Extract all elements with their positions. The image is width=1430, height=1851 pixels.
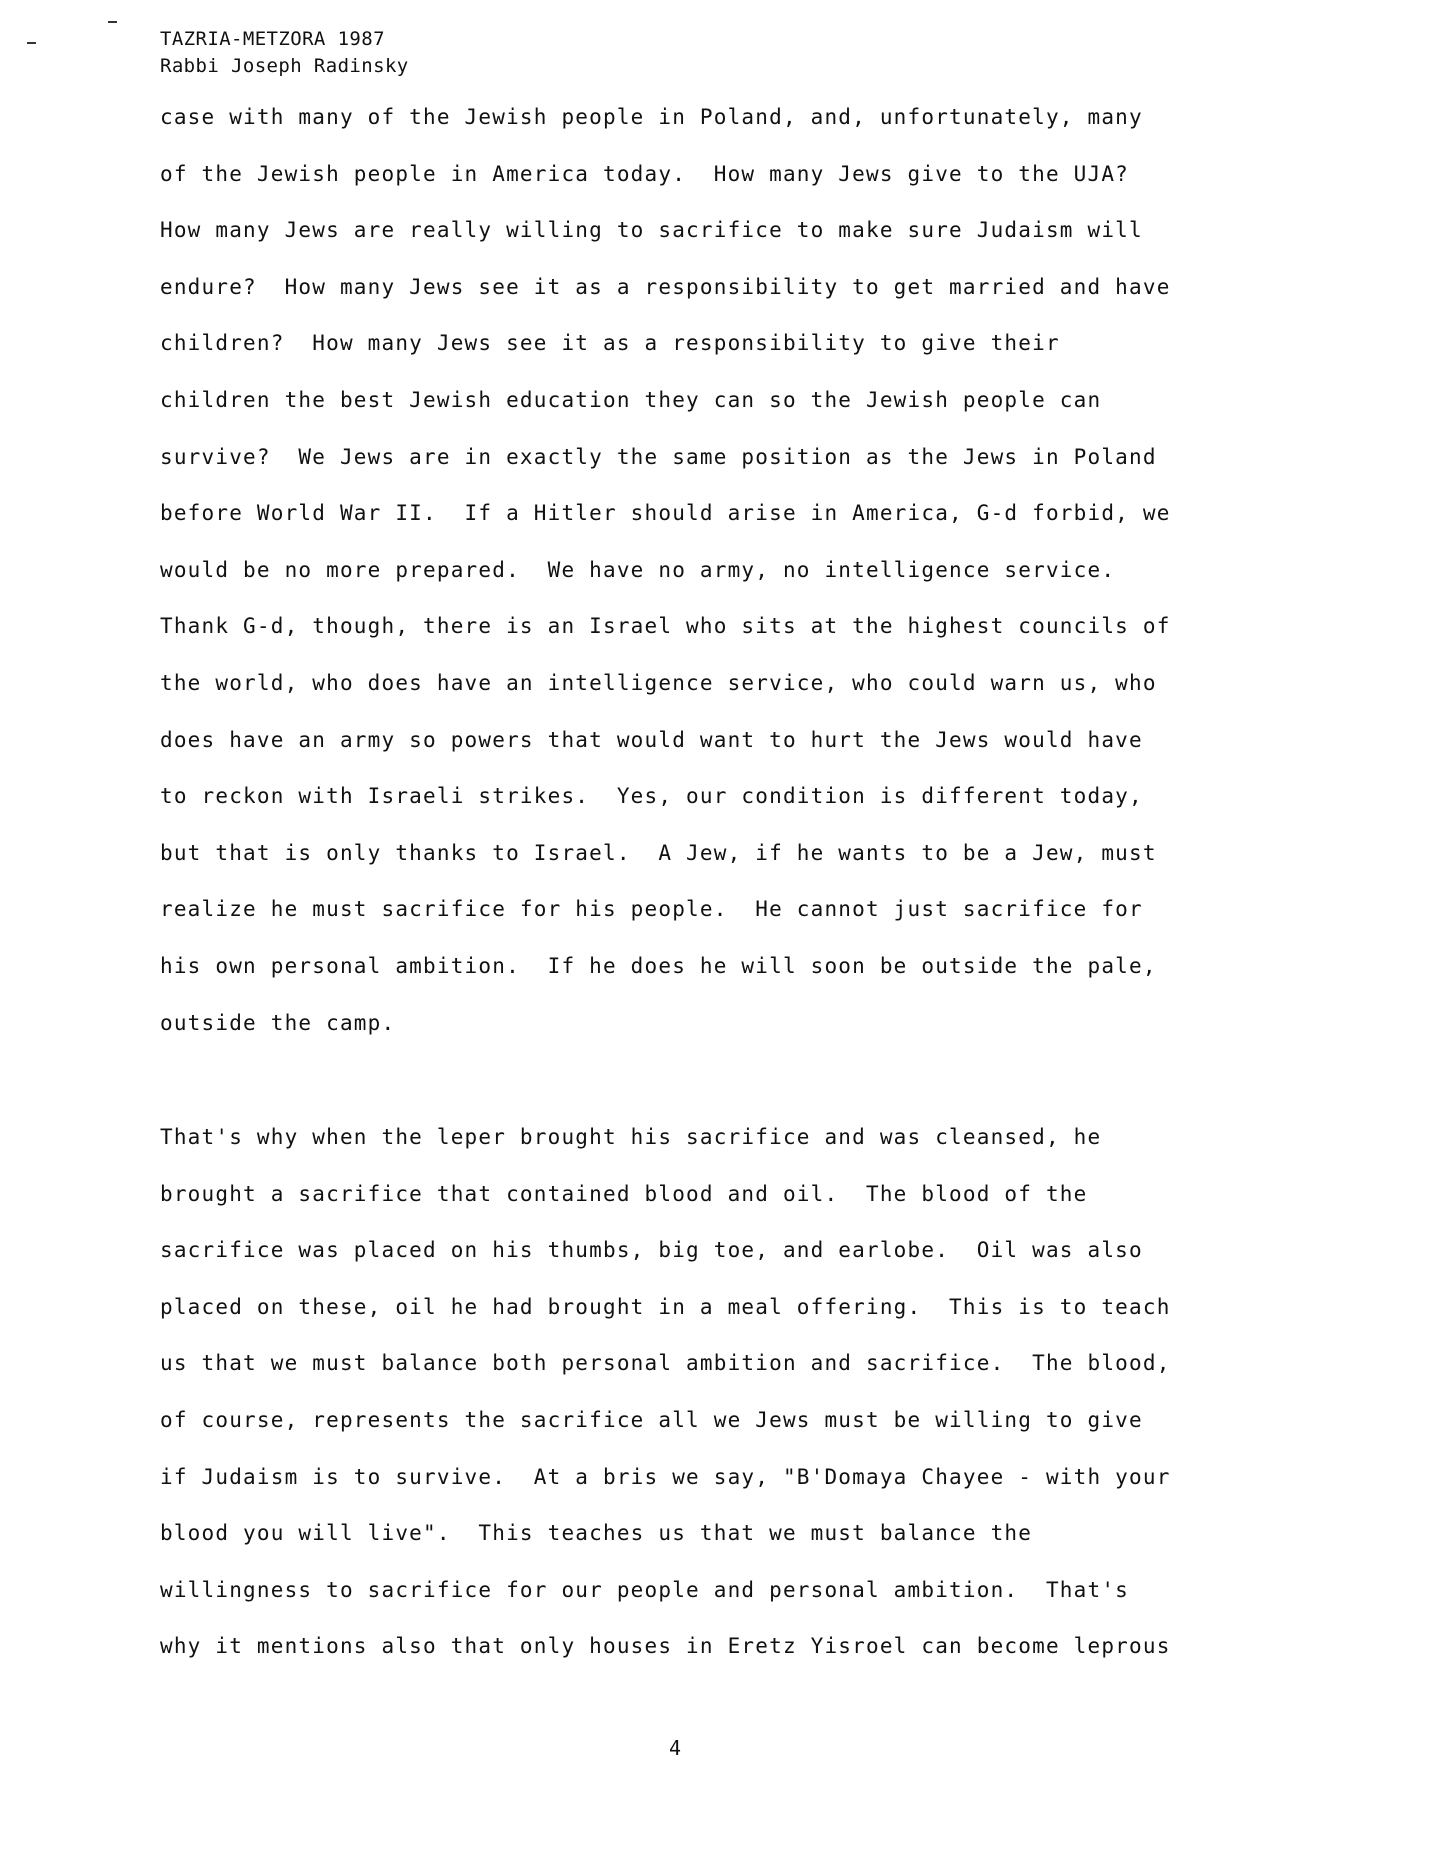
text-line: Thank G-d, though, there is an Israel who sits at the highest councils of [160,614,1171,639]
document-author: Rabbi Joseph Radinsky [160,55,409,77]
text-line: of course, represents the sacrifice all we Jews must be willing to give [160,1407,1143,1432]
text-line: brought a sacrifice that contained blood and oil. The blood of the [160,1181,1088,1206]
scan-mark [27,42,36,44]
text-line: us that we must balance both personal ambition and sacrifice. The blood, [160,1351,1171,1376]
text-line: but that is only thanks to Israel. A Jew, if he wants to be a Jew, must [160,840,1157,865]
text-line: realize he must sacrifice for his people. He cannot just sacrifice for [160,897,1143,922]
text-line: before World War II. If a Hitler should arise in America, G-d forbid, we [160,501,1171,526]
paragraph-1 [160,89,1240,1051]
text-line: does have an army so powers that would want to hurt the Jews would have [160,727,1143,752]
text-line: children? How many Jews see it as a responsibility to give their [160,331,1060,356]
text-line: outside the camp. [160,1010,396,1035]
page-number: 4 [668,1736,682,1760]
text-line: survive? We Jews are in exactly the same position as the Jews in Poland [160,444,1157,469]
text-line: sacrifice was placed on his thumbs, big toe, and earlobe. Oil was also [160,1238,1143,1263]
text-line: case with many of the Jewish people in Poland, and, unfortunately, many [160,105,1143,129]
document-header [160,26,409,80]
text-line: children the best Jewish education they can so the Jewish people can [160,387,1102,412]
text-line: if Judaism is to survive. At a bris we say, "B'Domaya Chayee - with your [160,1464,1171,1489]
text-line: That's why when the leper brought his sacrifice and was cleansed, he [160,1125,1102,1149]
text-line: why it mentions also that only houses in Eretz Yisroel can become leprous [160,1634,1171,1659]
text-line: willingness to sacrifice for our people and personal ambition. That's [160,1577,1130,1602]
text-line: his own personal ambition. If he does he will soon be outside the pale, [160,953,1157,978]
text-line: placed on these, oil he had brought in a meal offering. This is to teach [160,1294,1171,1319]
text-line: the world, who does have an intelligence service, who could warn us, who [160,670,1157,695]
text-line: would be no more prepared. We have no army, no intelligence service. [160,557,1116,582]
text-line: blood you will live". This teaches us that we must balance the [160,1521,1033,1546]
scan-mark [108,21,117,23]
document-title: TAZRIA-METZORA 1987 [160,28,385,50]
text-line: endure? How many Jews see it as a responsibility to get married and have [160,274,1171,299]
text-line: How many Jews are really willing to sacrifice to make sure Judaism will [160,218,1143,243]
text-line: to reckon with Israeli strikes. Yes, our condition is different today, [160,784,1143,809]
text-line: of the Jewish people in America today. How many Jews give to the UJA? [160,161,1130,186]
paragraph-2 [160,1109,1240,1675]
